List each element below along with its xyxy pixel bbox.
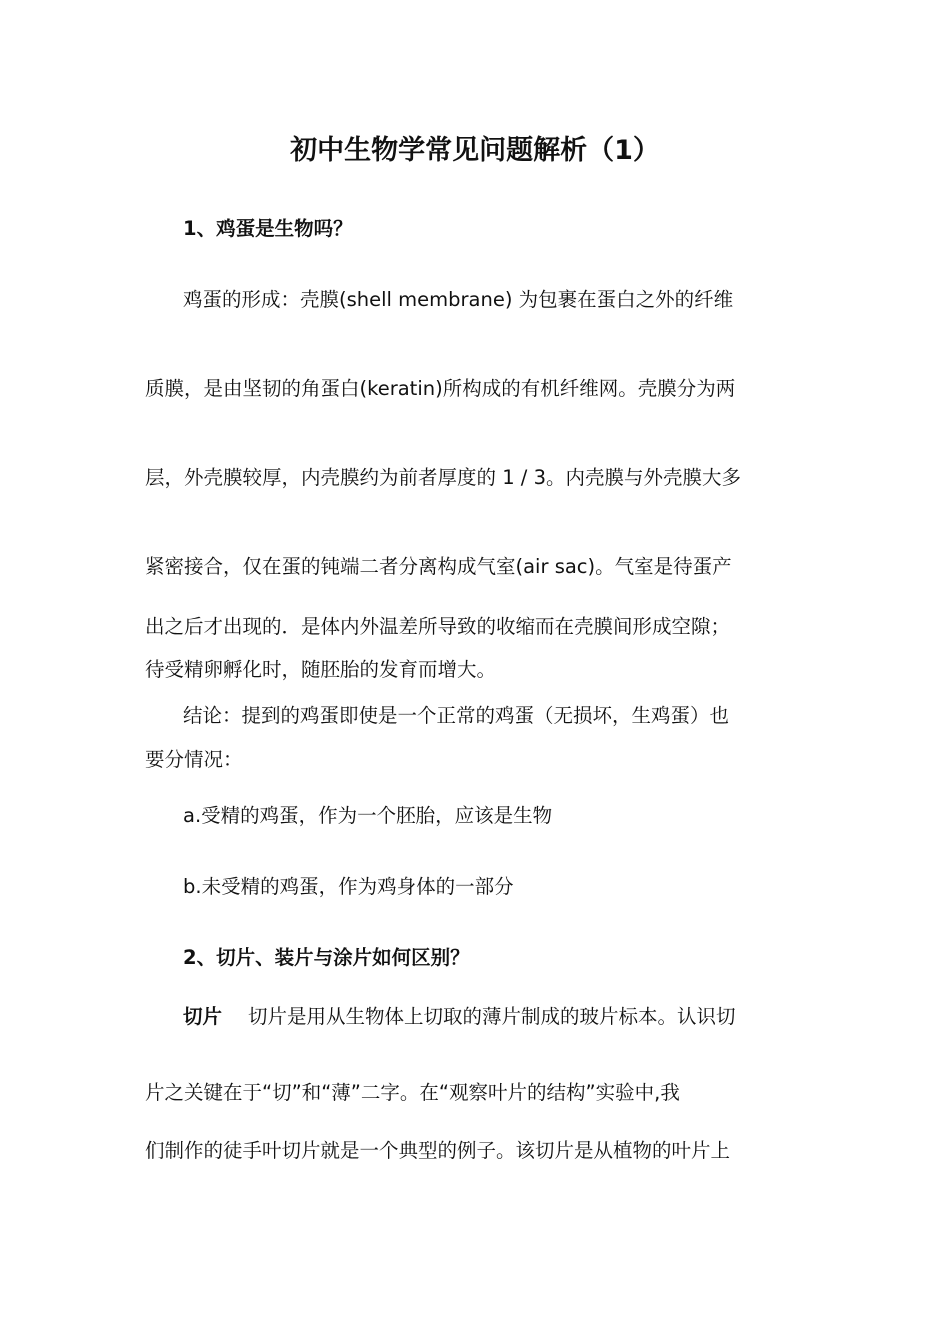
- paragraph-line: 出之后才出现的．是体内外温差所导致的收缩而在壳膜间形成空隙；: [145, 615, 731, 638]
- paragraph-line: 们制作的徒手叶切片就是一个典型的例子。该切片是从植物的叶片上: [145, 1139, 731, 1162]
- paragraph-line: 待受精卵孵化时，随胚胎的发育而增大。: [145, 658, 497, 681]
- list-item: a.受精的鸡蛋，作为一个胚胎，应该是生物: [183, 804, 553, 827]
- page-title: 初中生物学常见问题解析（1）: [290, 135, 660, 166]
- paragraph-line: 紧密接合，仅在蛋的钝端二者分离构成气室(air sac)。气室是待蛋产: [145, 555, 732, 578]
- conclusion-line: 结论：提到的鸡蛋即使是一个正常的鸡蛋（无损坏，生鸡蛋）也: [183, 704, 730, 727]
- list-item: b.未受精的鸡蛋，作为鸡身体的一部分: [183, 875, 514, 898]
- paragraph-line: [183, 1007, 736, 1027]
- paragraph-line: 片之关键在于“切”和“薄”二字。在“观察叶片的结构”实验中,我: [145, 1081, 680, 1104]
- conclusion-line: 要分情况：: [145, 748, 243, 771]
- paragraph-line: 层，外壳膜较厚，内壳膜约为前者厚度的 1 / 3。内壳膜与外壳膜大多: [145, 466, 741, 489]
- section-1-heading: 1、鸡蛋是生物吗？: [183, 217, 353, 240]
- paragraph-line: 质膜，是由坚韧的角蛋白(keratin)所构成的有机纤维网。壳膜分为两: [145, 377, 736, 400]
- paragraph-text: 切片是用从生物体上切取的薄片制成的玻片标本。认识切: [248, 1005, 736, 1028]
- paragraph-line: 鸡蛋的形成：壳膜(shell membrane) 为包裹在蛋白之外的纤维: [183, 288, 734, 311]
- term-label: 切片: [183, 1005, 223, 1028]
- section-2-heading: 2、切片、装片与涂片如何区别？: [183, 946, 470, 969]
